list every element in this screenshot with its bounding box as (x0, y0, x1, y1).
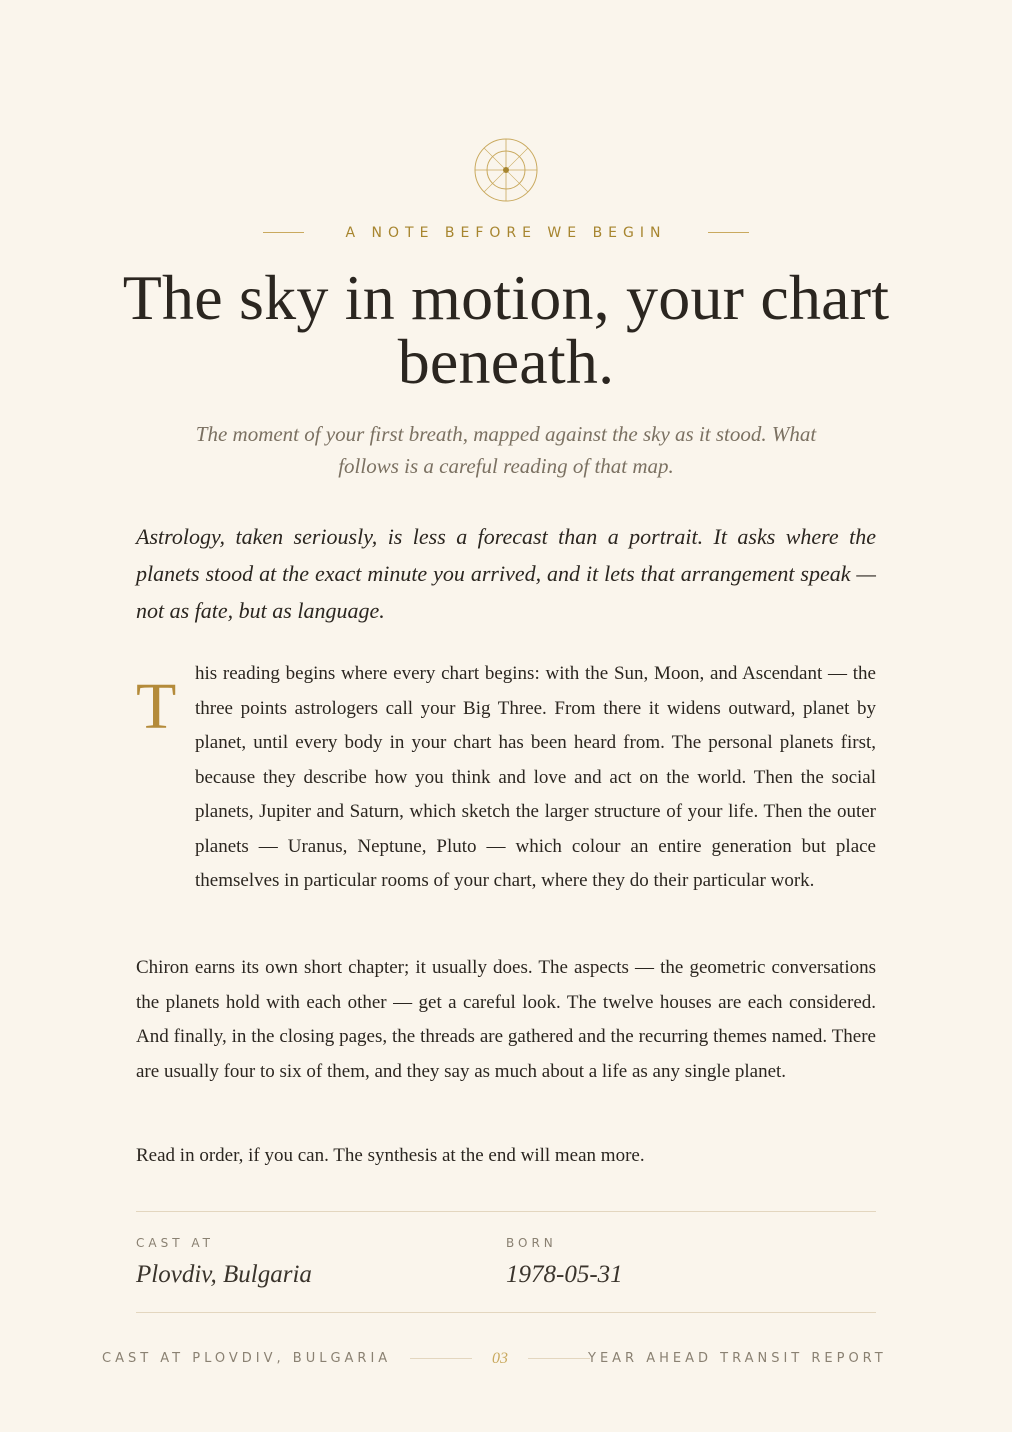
footer-rule-right (528, 1358, 590, 1359)
drop-cap: T (136, 670, 177, 743)
closing-paragraph: Read in order, if you can. The synthesis at the end will mean more. (136, 1145, 645, 1166)
body-paragraph: Chiron earns its own short chapter; it usually does. The aspects — the geometric conversations the planets hold with each other — get a careful look. The twelve houses are each considered. And finally, in the closing pages, the threads are gathered and the recurring themes named. There are usually four to six of them, and they say as much about a life as any single planet. (136, 957, 876, 1082)
section-kicker: A NOTE BEFORE WE BEGIN (345, 225, 667, 241)
lede-paragraph: Astrology, taken seriously, is less a forecast than a portrait. It asks where the planets stood at the exact minute you arrived, and it lets that arrangement speak — not as fate, but as language. (136, 524, 876, 623)
kicker-row (0, 224, 1012, 242)
footer-location: CAST AT PLOVDIV, BULGARIA (102, 1351, 392, 1366)
page-title: The sky in motion, your chart beneath. (122, 262, 890, 397)
born-label: BORN (506, 1236, 557, 1250)
page-subtitle: The moment of your first breath, mapped against the sky as it stood. What follows is a careful reading of that map. (195, 422, 817, 478)
intro-paragraph (136, 657, 876, 899)
kicker-rule-right (708, 232, 749, 233)
intro-paragraph-text: his reading begins where every chart begins: with the Sun, Moon, and Ascendant — the three points astrologers call your Big Three. From there it widens outward, planet by planet, until every body in your chart has been heard from. The personal planets first, because they describe how you think and love and act on the world. Then the social planets, Jupiter and Saturn, which sketch the larger structure of your life. Then the outer planets — Uranus, Neptune, Pluto — which colour an entire generation but place themselves in particular rooms of your chart, where they do their particular work. (195, 663, 876, 891)
footer-report-title: YEAR AHEAD TRANSIT REPORT (588, 1351, 887, 1366)
cast-at-label: CAST AT (136, 1236, 214, 1250)
meta-rule-top (136, 1211, 876, 1212)
footer-rule-left (410, 1358, 472, 1359)
meta-rule-bottom (136, 1312, 876, 1313)
born-value: 1978-05-31 (506, 1261, 623, 1288)
cast-at-value: Plovdiv, Bulgaria (136, 1261, 312, 1288)
page-number: 03 (492, 1350, 508, 1367)
chart-wheel-icon (474, 138, 538, 202)
